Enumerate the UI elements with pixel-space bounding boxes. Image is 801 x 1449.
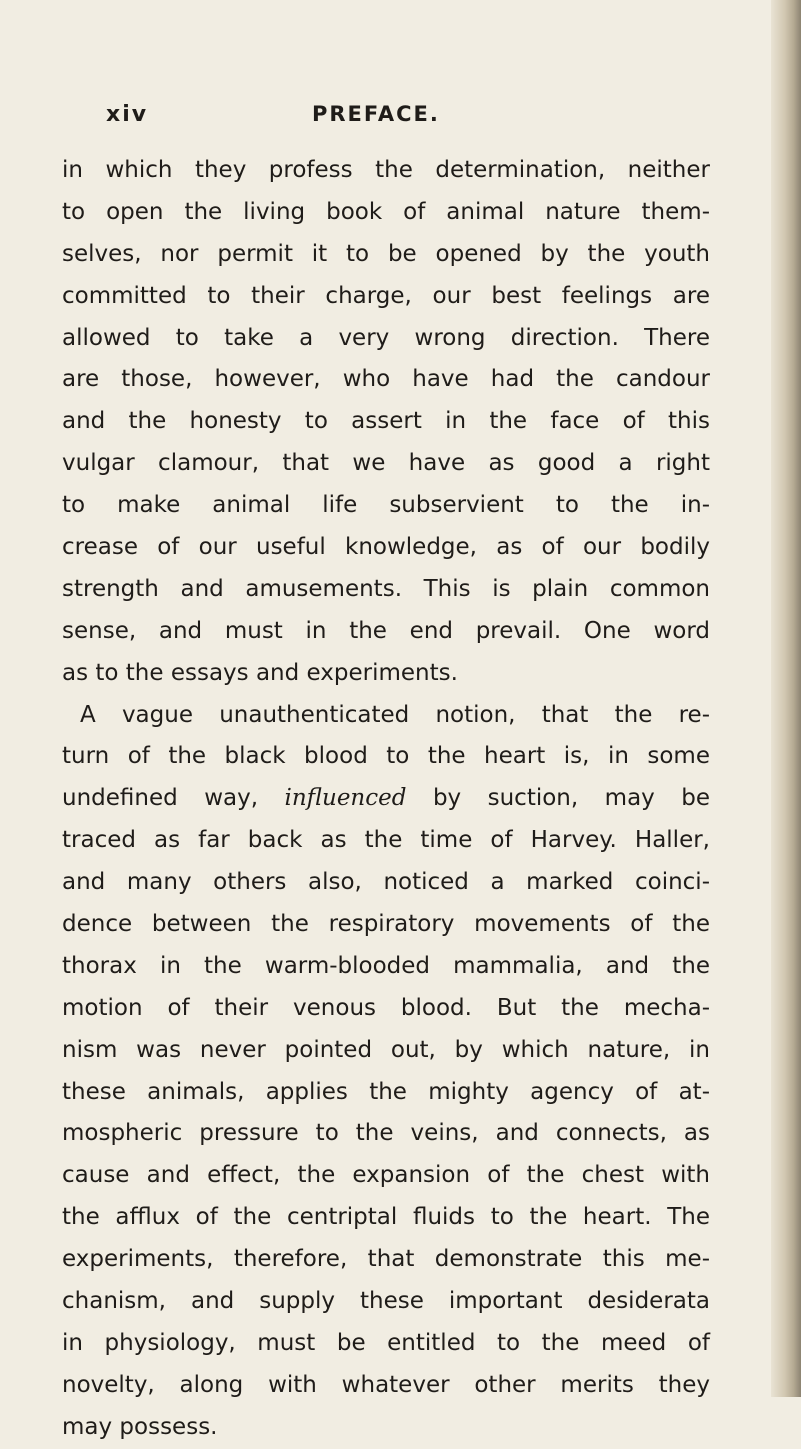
text-line: traced as far back as the time of Harvey. Haller, xyxy=(62,827,710,854)
text-line: are those, however, who have had the candour xyxy=(62,366,710,393)
text-line: nism was never pointed out, by which nature, in xyxy=(62,1036,710,1063)
text-line: strength and amusements. This is plain common xyxy=(62,575,710,602)
page-header xyxy=(0,102,801,142)
text-fragment: by suction, may be xyxy=(406,785,711,812)
text-line: committed to their charge, our best feelings are xyxy=(62,282,710,309)
text-line: motion of their venous blood. But the mecha- xyxy=(62,994,710,1021)
text-line: turn of the black blood to the heart is, in some xyxy=(62,743,710,770)
page-edge-shadow xyxy=(771,0,801,1397)
text-line: crease of our useful knowledge, as of our bodily xyxy=(62,534,710,561)
text-line: sense, and must in the end prevail. One word xyxy=(62,617,710,644)
text-line: dence between the respiratory movements of the xyxy=(62,911,710,938)
text-line: and many others also, noticed a marked coinci- xyxy=(62,869,710,896)
running-head: PREFACE. xyxy=(312,102,440,126)
text-line: selves, nor permit it to be opened by the youth xyxy=(62,240,710,267)
text-line: cause and effect, the expansion of the chest with xyxy=(62,1162,710,1189)
text-line: and the honesty to assert in the face of this xyxy=(62,408,710,435)
text-fragment: undefined way, xyxy=(62,785,285,812)
text-line: vulgar clamour, that we have as good a right xyxy=(62,450,710,477)
text-line: novelty, along with whatever other merits they xyxy=(62,1371,710,1398)
text-line: mospheric pressure to the veins, and connects, as xyxy=(62,1120,710,1147)
text-line-paragraph-end: may possess. xyxy=(62,1413,218,1440)
text-line-paragraph-start: A vague unauthenticated notion, that the re- xyxy=(80,701,710,728)
body-text xyxy=(62,150,710,1449)
text-line: the afflux of the centriptal fluids to the heart. The xyxy=(62,1204,710,1231)
text-line: to open the living book of animal nature them- xyxy=(62,198,710,225)
text-line: experiments, therefore, that demonstrate this me- xyxy=(62,1246,710,1273)
text-line: thorax in the warm-blooded mammalia, and the xyxy=(62,952,710,979)
page-number: xiv xyxy=(106,102,149,127)
text-line: in physiology, must be entitled to the meed of xyxy=(62,1329,710,1356)
text-line-with-italic xyxy=(62,778,710,820)
text-line: chanism, and supply these important desiderata xyxy=(62,1288,710,1315)
text-line: to make animal life subservient to the in- xyxy=(62,492,710,519)
text-line: in which they profess the determination, neither xyxy=(62,157,710,183)
text-line: allowed to take a very wrong direction. There xyxy=(62,324,710,351)
text-line-paragraph-end: as to the essays and experiments. xyxy=(62,659,458,686)
italic-word: influenced xyxy=(284,785,407,812)
text-line: these animals, applies the mighty agency of at- xyxy=(62,1078,710,1105)
